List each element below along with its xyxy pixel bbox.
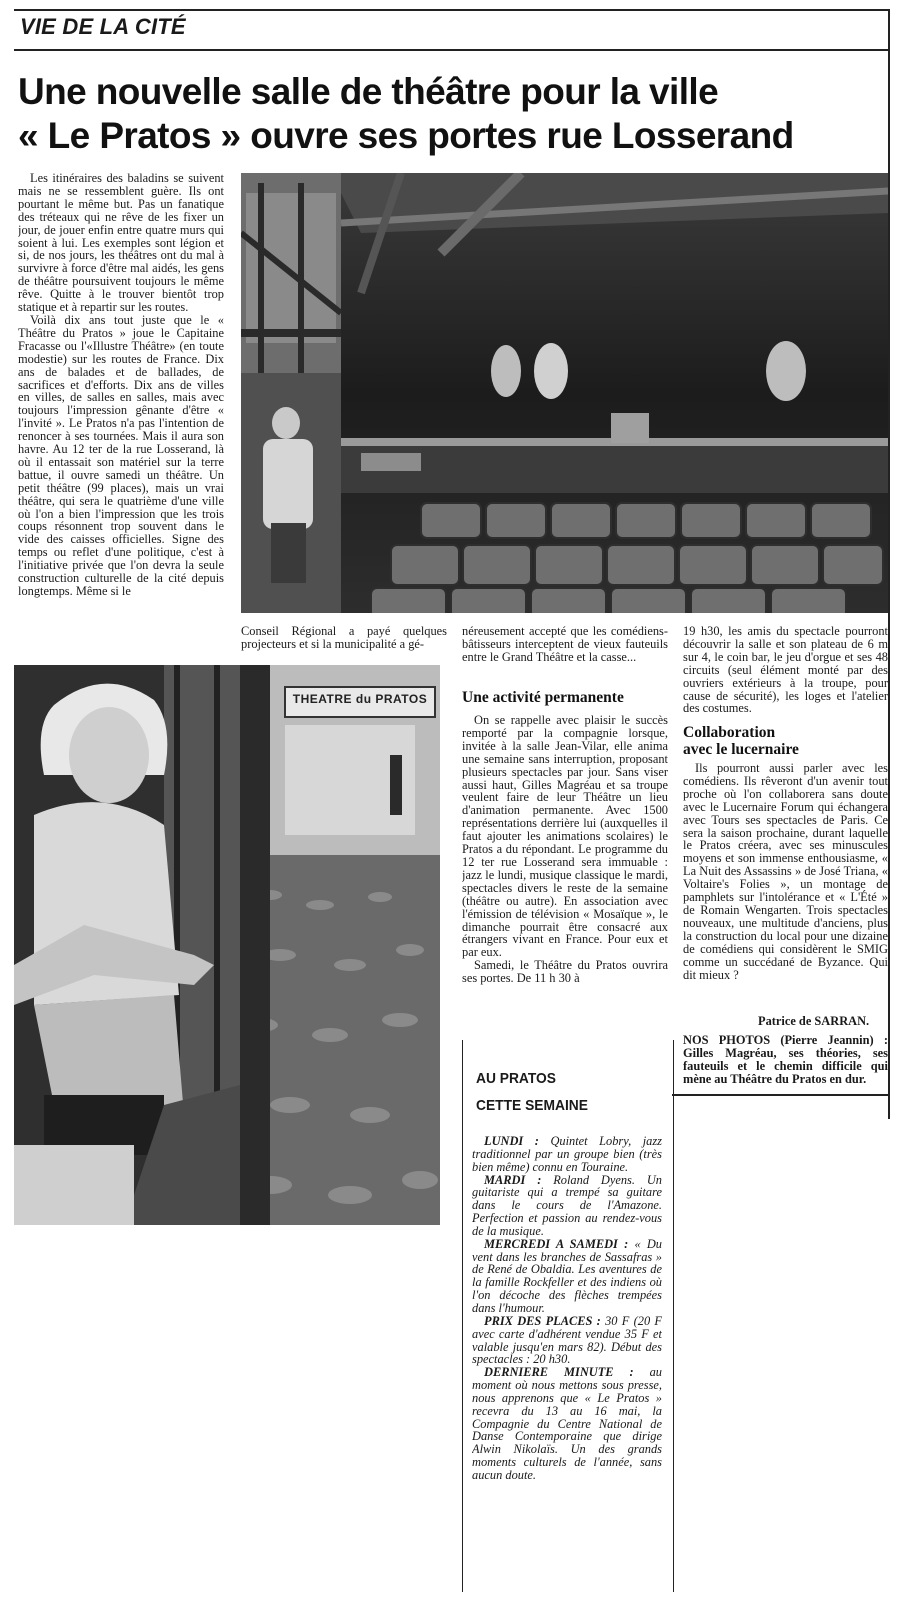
paragraph: 19 h30, les amis du spectacle pourront découvrir la salle et son plateau de 6 m sur 4, le coin bar, le jeu d'orgue et ses 48 circuits (seul élément monté par des ouvriers extérieurs à la troupe, pour cause de sécurité), les loges et l'atelier des costumes.: [683, 625, 888, 716]
program-item-wed-sat: [472, 1238, 662, 1315]
subhead-collaboration-2: avec le lucernaire: [683, 741, 799, 758]
paragraph: néreusement accepté que les comédiens-bâtisseurs interceptent de vieux fauteuils entre le Grand Théâtre et la casse...: [462, 625, 668, 664]
box-title-1: AU PRATOS: [476, 1070, 556, 1087]
section-label: VIE DE LA CITÉ: [20, 14, 186, 39]
program-text: Roland Dyens. Un guitariste qui a trempé sa guitare dans le cours de l'Amazone. Perfection et passion au rendez-vous de la musique.: [472, 1172, 662, 1238]
subhead-collaboration-1: Collaboration: [683, 724, 776, 741]
program-list: [472, 1135, 662, 1590]
box-title-2: CETTE SEMAINE: [476, 1097, 588, 1114]
top-rule: [14, 9, 888, 11]
photo-caption: NOS PHOTOS (Pierre Jeannin) : Gilles Magréau, ses théories, ses fauteuils et le chemin difficile qui mène au Théâtre du Pratos en dur.: [683, 1033, 888, 1086]
subhead-activite: Une activité permanente: [462, 689, 624, 706]
program-text: 30 F (20 F avec carte d'adhérent vendue 35 F et valable jusqu'en mars 82). Début des spectacles : 20 h30.: [472, 1313, 662, 1367]
paragraph: Conseil Régional a payé quelques projecteurs et si la municipalité a gé-: [241, 625, 447, 651]
program-day-label: MERCREDI A SAMEDI :: [484, 1236, 629, 1251]
author-signature: Patrice de SARRAN.: [758, 1014, 870, 1028]
box-top-rule: [672, 1094, 890, 1096]
portrait-illustration: [14, 665, 240, 1225]
section-rule: [14, 49, 888, 51]
article-column-3-top: [462, 625, 668, 681]
paragraph: Samedi, le Théâtre du Pratos ouvrira ses portes. De 11 h 30 à: [462, 958, 668, 986]
article-column-4-top: [683, 625, 888, 721]
paragraph: On se rappelle avec plaisir le succès remporté par la compagnie lorsque, invitée à la salle Jean-Vilar, elle anima une semaine sans interruption, proposant plusieurs spectacles par jour. Sans viser aussi haut, Gilles Magréau et sa troupe veulent faire de leur Théâtre un lieu d'animation permanente. Avec 1500 représentations derrière lui (auxquelles il faut ajouter les animations scolaires) le Pratos a du répondant. Le programme du 12 ter rue Losserand sera immuable : jazz le lundi, musique classique le mardi, spectacles divers le reste de la semaine (théâtre ou autre). En association avec l'émission de télévision « Mosaïque », le dimanche pourrait être consacré aux étrangers vivant en France. Pour eux et par eux.: [462, 714, 668, 960]
program-text: « Du vent dans les branches de Sassafras » de René de Obaldia. Les aventures de la famille Rockfeller et des indiens où l'on décoche des flèches trempées dans l'humour.: [472, 1236, 662, 1315]
program-day-label: MARDI :: [484, 1172, 542, 1187]
photo-theatre-sign: THEATRE du PRATOS: [292, 692, 428, 706]
headline-line-1: Une nouvelle salle de théâtre pour la ville: [18, 71, 719, 112]
theatre-entrance-photo: [240, 665, 440, 1225]
program-day-label: PRIX DES PLACES :: [484, 1313, 601, 1328]
paragraph: Voilà dix ans tout juste que le « Théâtre du Pratos » joue le Capitaine Fracasse ou l'«Illustre Théâtre» (en toute modestie) sur les routes de France. Dix ans de balades et de ballades, de sacrifices et d'efforts. Dix ans de villes en villes, de salles en salles, mais avec toujours l'impression gênante d'être « l'invité ». Le Pratos n'a pas l'intention de renoncer à ses tournées. Mais il aura son havre. Au 12 ter de la rue Losserand, là où il entassait son matériel sur la terre battue, il ouvre samedi un théâtre. Un petit théâtre (99 places), mais un vrai théâtre, qui sera le quatrième d'une ville où l'on a bien l'impression que les trois coups résonnent trop souvent dans le vide des caisses officielles. Signe des temps ou reflet d'une politique, c'est à l'initiative privée que l'on devra la seule construction culturelle de la cité depuis longtemps. Même si le: [18, 312, 224, 598]
headline-line-2: « Le Pratos » ouvre ses portes rue Losserand: [18, 115, 794, 156]
program-text: Quintet Lobry, jazz traditionnel par un groupe bien (très bien même) connu en Touraine.: [472, 1135, 662, 1174]
program-day-label: LUNDI :: [484, 1135, 539, 1148]
program-item-tuesday: [472, 1174, 662, 1238]
portrait-photo: [14, 665, 240, 1225]
program-item-last-minute: [472, 1366, 662, 1482]
article-column-1: [18, 172, 224, 652]
paragraph: Ils pourront aussi parler avec les comédiens. Ils rêveront d'un avenir tout proche où l'on collaborera sans doute avec le Lucernaire Forum qui échangera avec Tours ses spectacles de Paris. Ce sera la saison prochaine, durant laquelle le Pratos créera, avec ses minuscules moyens et son immense enthousiasme, « La Nuit des Assassins » de José Triana, « Voltaire's Folies », un montage de pamphlets sur l'intolérance et « L'Été » de Romain Wengarten. Trois spectacles nouveaux, une multitude d'anciens, plus la construction du local pour une dizaine de comédiens qui considèrent le SMIG comme un succédané de Byzance. Qui dit mieux ?: [683, 762, 888, 982]
program-item-monday: [472, 1135, 662, 1174]
hall-illustration: [241, 173, 888, 613]
article-column-4: [683, 762, 888, 1012]
program-item-prices: [472, 1315, 662, 1366]
street-illustration: [240, 665, 440, 1225]
program-text: au moment où nous mettons sous presse, nous apprenons que « Le Pratos » recevra du 13 au 16 mai, la Compagnie du Centre National de Danse Contemporaine que dirige Alwin Nikolaïs. Un des grands moments culturels de l'année, sans aucun doute.: [472, 1365, 662, 1482]
paragraph: Les itinéraires des baladins se suivent mais ne se ressemblent guère. Ils ont pourtant le même but. Pas un fanatique des tréteaux qui ne rêve de les fixer un jour, de jouer enfin entre quatre murs qui soient à lui. Les exemples sont légion et si, de nos jours, les théâtres ont du mal à survivre à force d'être mal aidés, les gens de théâtre poursuivent toujours le même rêve. Quitte à le trouver bientôt trop statique et à repartir sur les routes.: [18, 172, 224, 315]
right-border: [888, 9, 890, 1119]
theatre-hall-photo: [241, 173, 888, 613]
article-column-2-top: [241, 625, 447, 655]
program-day-label: DERNIERE MINUTE :: [484, 1365, 634, 1380]
article-column-3: [462, 714, 668, 1034]
